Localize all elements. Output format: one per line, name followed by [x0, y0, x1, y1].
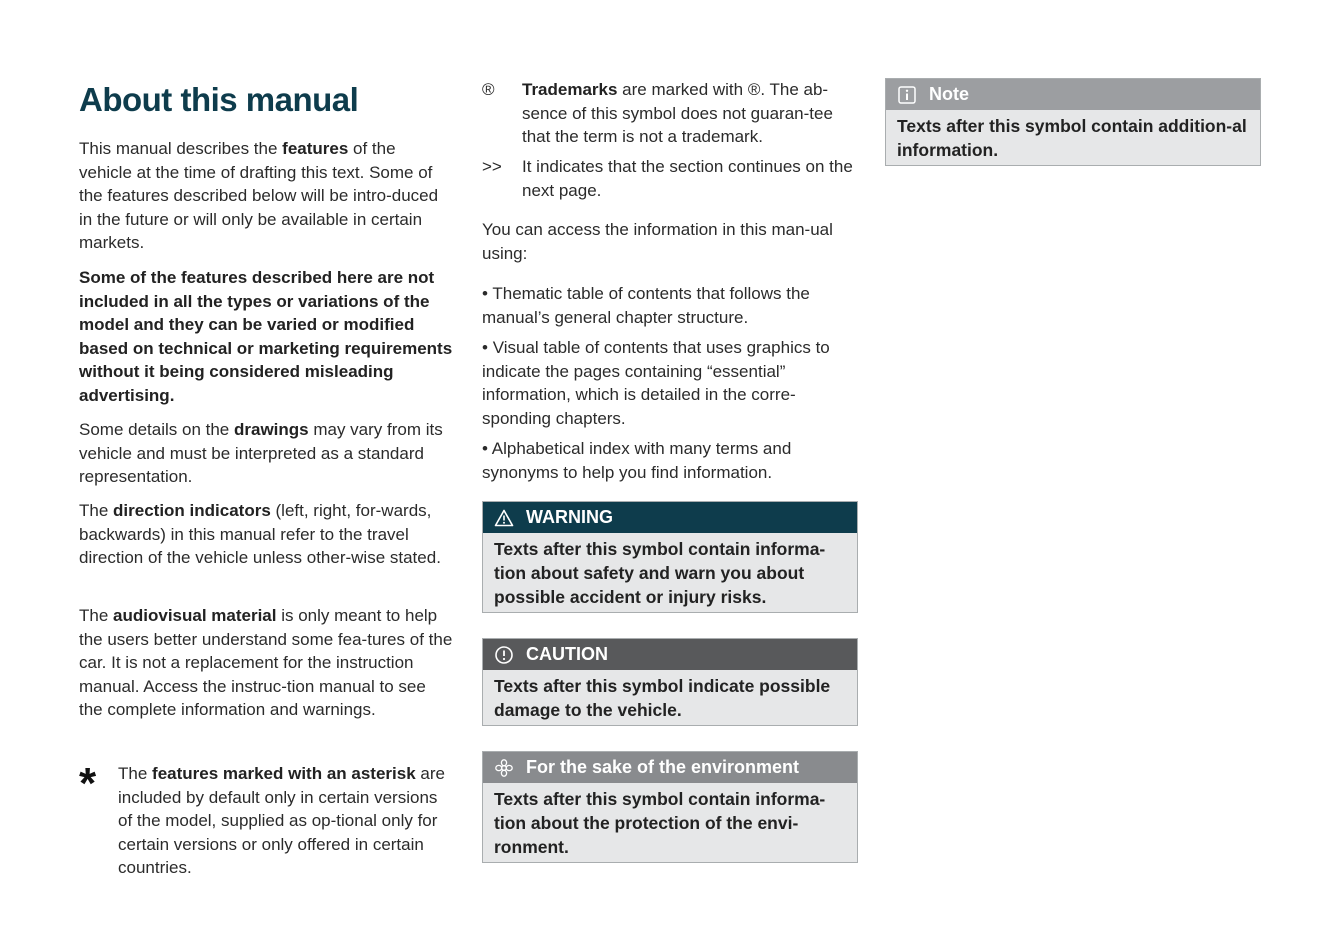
caution-box: [482, 638, 858, 726]
note-box: [885, 78, 1261, 166]
note-label: Note: [929, 84, 969, 104]
note-text: Texts after this symbol contain addition-al information.: [897, 116, 1247, 160]
trademark-text: Trademarks are marked with ®. The ab-sence of this symbol does not guaran-tee that the term is not a trademark.: [522, 80, 833, 146]
list-item: • Alphabetical index with many terms and synonyms to help you find information.: [482, 439, 792, 482]
access-intro: You can access the information in this man-ual using:: [482, 220, 833, 263]
continues-symbol: >>: [482, 157, 502, 176]
warning-box: [482, 501, 858, 613]
bullet-icon: •: [482, 439, 492, 458]
exclamation-circle-icon: [493, 644, 515, 666]
warning-triangle-icon: [493, 507, 515, 529]
trademark-row: [482, 78, 858, 149]
continues-text: It indicates that the section continues on the next page.: [522, 157, 853, 200]
list-item: • Visual table of contents that uses graphics to indicate the pages containing “essential” information, which is detailed in the corre-sponding chapters.: [482, 338, 830, 428]
environment-box: [482, 751, 858, 863]
note-header: [886, 79, 1260, 110]
page-title: About this manual: [79, 81, 359, 118]
flower-icon: [493, 757, 515, 779]
caution-header: [483, 639, 857, 670]
asterisk-paragraph: The features marked with an asterisk are included by default only in certain versions of the model, supplied as op-tional only for certain versions or only offered in certain countries.: [118, 764, 445, 877]
caution-label: CAUTION: [526, 644, 608, 664]
info-icon: [896, 84, 918, 106]
environment-header: [483, 752, 857, 783]
warning-header: [483, 502, 857, 533]
drawings-paragraph: Some details on the drawings may vary from its vehicle and must be interpreted as a standard representation.: [79, 420, 443, 486]
asterisk-symbol: *: [79, 759, 97, 808]
bullet-icon: •: [482, 338, 493, 357]
notice-paragraph: Some of the features described here are not included in all the types or variations of the model and they can be varied or modified based on technical or marketing requirements without it being considered misleading advertising.: [79, 268, 453, 405]
audiovisual-paragraph: The audiovisual material is only meant to help the users better understand some fea-tures of the car. It is not a replacement for the instruction manual. Access the instruc-tion manual to see the complete information and warnings.: [79, 606, 453, 719]
caution-text: Texts after this symbol indicate possible damage to the vehicle.: [494, 676, 831, 720]
bullet-icon: •: [482, 284, 493, 303]
intro-paragraph: This manual describes the features of the vehicle at the time of drafting this text. Some of the features described below will be intro-duced in the future or will only be available in certain markets.: [79, 139, 439, 252]
environment-text: Texts after this symbol contain informa-tion about the protection of the envi-ronment.: [494, 789, 826, 857]
directions-paragraph: The direction indicators (left, right, for-wards, backwards) in this manual refer to the travel direction of the vehicle unless other-wise stated.: [79, 501, 441, 567]
warning-text: Texts after this symbol contain informa-tion about safety and warn you about possible accident or injury risks.: [494, 539, 826, 607]
continues-row: [482, 155, 858, 202]
environment-label: For the sake of the environment: [526, 757, 800, 777]
list-item: • Thematic table of contents that follows the manual’s general chapter structure.: [482, 284, 810, 327]
warning-label: WARNING: [526, 507, 613, 527]
registered-symbol: ®: [482, 80, 495, 99]
